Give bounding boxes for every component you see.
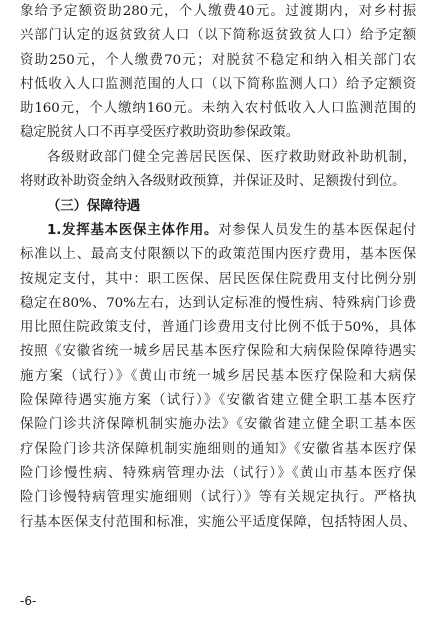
text-line: 稳定在80%、70%左右，达到认定标准的慢性病、特殊病门诊费 xyxy=(20,295,416,311)
text-line: 稳定脱贫人口不再享受医疗救助资助参保政策。 xyxy=(20,125,300,141)
text-line: 将财政补助资金纳入各级财政预算，并保证及时、足额拨付到位。 xyxy=(20,174,406,190)
text-line: 用比照住院政策支付，普通门诊费用支付比例不低于50%，具体 xyxy=(20,320,416,336)
text-line: 兴部门认定的返贫致贫人口（以下简称返贫致贫人口）给予定额 xyxy=(20,28,416,44)
text-line: 按规定支付，其中：职工医保、居民医保住院费用支付比例分别 xyxy=(20,271,416,287)
text-line-first xyxy=(20,219,416,243)
paragraph-continuation xyxy=(20,0,416,146)
paragraph-basic-insurance xyxy=(20,219,416,535)
paragraph-lead: 1.发挥基本医保主体作用。 xyxy=(47,223,219,238)
text-line: 险保障待遇实施方案（试行）》《安徽省建立健全职工基本医疗 xyxy=(20,393,416,409)
text-line: 保险门诊共济保障机制实施办法》《安徽省建立健全职工基本医 xyxy=(20,417,416,433)
paragraph-finance xyxy=(20,146,416,195)
text-line: 疗保险门诊共济保障机制实施细则的通知》《安徽省基本医疗保 xyxy=(20,441,416,457)
page-number: -6- xyxy=(20,594,37,608)
text-line: 象给予定额资助280元，个人缴费40元。过渡期内，对乡村振 xyxy=(20,4,416,19)
text-line: 险门诊慢特病管理实施细则（试行）》等有关规定执行。严格执 xyxy=(20,490,416,506)
text-line: 险门诊慢性病、特殊病管理办法（试行）》《黄山市基本医疗保 xyxy=(20,465,416,481)
section-heading-block xyxy=(20,195,416,219)
text-line: 村低收入人口监测范围的人口（以下简称监测人口）给予定额资 xyxy=(20,76,416,92)
text-line: 行基本医保支付范围和标准，实施公平适度保障，包括特困人员、 xyxy=(20,514,416,530)
paragraph-first-line-rest: 对参保人员发生的基本医保起付 xyxy=(218,223,416,238)
text-line: 各级财政部门健全完善居民医保、医疗救助财政补助机制， xyxy=(47,150,416,165)
text-line: 助160元，个人缴纳160元。未纳入农村低收入人口监测范围的 xyxy=(20,101,416,117)
text-line: 施方案（试行）》《黄山市统一城乡居民基本医疗保险和大病保 xyxy=(20,368,416,384)
section-heading: （三）保障待遇 xyxy=(47,199,141,214)
text-line: 资助250元，个人缴费70元；对脱贫不稳定和纳入相关部门农 xyxy=(20,52,416,68)
text-line: 标准以上、最高支付限额以下的政策范围内医疗费用，基本医保 xyxy=(20,247,416,263)
text-line: 按照《安徽省统一城乡居民基本医疗保险和大病保险保障待遇实 xyxy=(20,344,416,360)
